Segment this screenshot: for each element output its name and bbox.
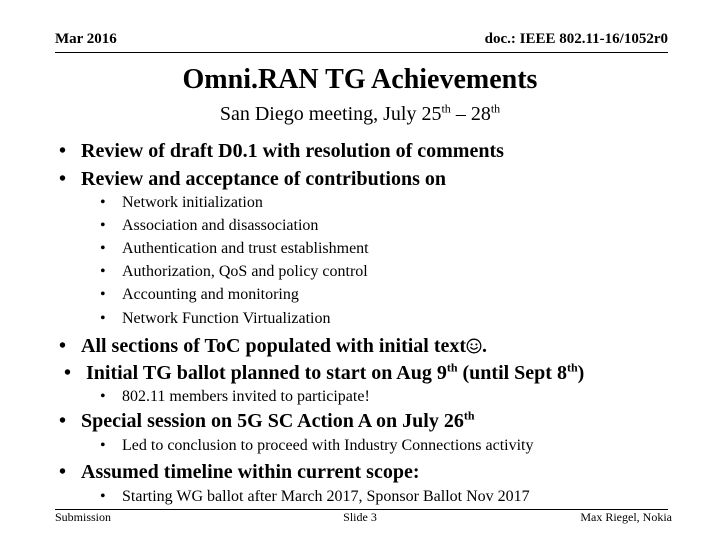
bullet-tg-ballot — [64, 362, 584, 385]
bullet-review-draft — [59, 140, 504, 163]
bullet-dot: • — [59, 140, 67, 162]
bullet-sup: th — [566, 360, 578, 375]
footer-author: Max Riegel, Nokia — [580, 510, 672, 524]
header-date: Mar 2016 — [55, 31, 117, 47]
bullet-dot: • — [100, 286, 106, 303]
sub-item-text: 802.11 members invited to participate! — [122, 388, 370, 405]
bullet-text: Initial TG ballot planned to start on Aug 9 — [86, 362, 447, 384]
footer-submission: Submission — [55, 510, 112, 524]
bullet-text: Review of draft D0.1 with resolution of comments — [81, 140, 504, 162]
sub-item-text: Authorization, QoS and policy control — [122, 263, 368, 280]
footer-slide-number: Slide 3 — [343, 510, 377, 524]
sub-item — [100, 240, 369, 258]
sub-item — [100, 263, 368, 281]
bullet-dot: • — [59, 461, 67, 483]
subtitle-middle: – 28 — [450, 103, 491, 125]
sub-item-text: Network Function Virtualization — [122, 310, 331, 327]
sub-item — [100, 437, 533, 455]
bullet-dot: • — [100, 310, 106, 327]
sub-item-text: Association and disassociation — [122, 217, 319, 234]
subtitle-sup2: th — [490, 101, 501, 116]
sub-item-text: Network initialization — [122, 194, 263, 211]
sub-item — [100, 488, 530, 506]
bullet-dot: • — [100, 194, 106, 211]
sub-item-text: Accounting and monitoring — [122, 286, 299, 303]
bullet-dot: • — [100, 217, 106, 234]
sub-item — [100, 286, 299, 304]
bullet-review-contributions — [59, 168, 446, 191]
subtitle-prefix: San Diego meeting, July 25 — [219, 103, 442, 125]
subtitle-sup1: th — [441, 101, 451, 116]
sub-item — [100, 217, 318, 235]
bullet-dot: • — [100, 437, 106, 454]
sub-item-text: Authentication and trust establishment — [122, 240, 369, 257]
bullet-dot: • — [100, 488, 106, 505]
sub-item-text: Starting WG ballot after March 2017, Sponsor Ballot Nov 2017 — [122, 488, 530, 505]
bullet-text-middle: (until Sept 8 — [457, 362, 567, 384]
slide-title: Omni.RAN TG Achievements — [182, 64, 538, 95]
bullet-dot: • — [64, 362, 72, 384]
slide-subtitle — [0, 103, 720, 126]
bullet-dot: • — [59, 168, 67, 190]
header-divider — [55, 52, 668, 53]
sub-item — [100, 388, 370, 406]
bullet-text-end: . — [482, 335, 488, 357]
bullet-text: Assumed timeline within current scope: — [81, 461, 420, 483]
smiley-face-icon — [466, 338, 482, 354]
bullet-text: All sections of ToC populated with initial text — [81, 335, 467, 357]
bullet-text: Special session on 5G SC Action A on July 26 — [81, 410, 464, 432]
bullet-dot: • — [100, 263, 106, 280]
header-doc-id: doc.: IEEE 802.11-16/1052r0 — [484, 31, 668, 47]
sub-item — [100, 310, 330, 328]
bullet-dot: • — [100, 240, 106, 257]
bullet-text-end: ) — [577, 362, 585, 384]
bullet-sup: th — [463, 408, 475, 423]
sub-item-text: Led to conclusion to proceed with Industry Connections activity — [122, 437, 534, 454]
bullet-dot: • — [59, 410, 67, 432]
bullet-dot: • — [59, 335, 67, 357]
bullet-toc-populated — [59, 335, 487, 358]
bullet-special-session — [59, 410, 475, 433]
sub-item — [100, 194, 263, 212]
bullet-text: Review and acceptance of contributions on — [81, 168, 446, 190]
bullet-sup: th — [446, 360, 458, 375]
bullet-dot: • — [100, 388, 106, 405]
bullet-timeline — [59, 461, 420, 484]
